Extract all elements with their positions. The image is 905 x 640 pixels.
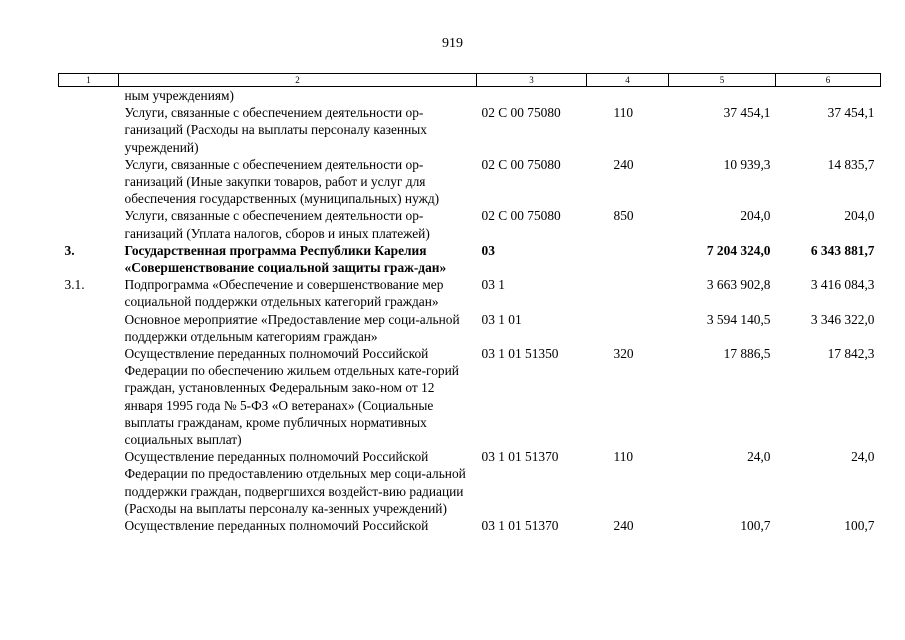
row-number: [59, 104, 119, 156]
amount-year-2: [776, 87, 881, 105]
expense-type-code: [587, 242, 669, 276]
row-number: [59, 517, 119, 534]
amount-year-1: 100,7: [740, 518, 771, 534]
table-row: [59, 517, 881, 534]
amount-year-2: 3 346 322,0: [810, 311, 875, 327]
expense-type-code: [587, 311, 669, 345]
expense-type-code: [587, 87, 669, 105]
row-name: Услуги, связанные с обеспечением деятельности ор-ганизаций (Расходы на выплаты персоналу казенных учреждений): [124, 105, 427, 155]
column-header: 3: [477, 74, 587, 87]
amount-year-1: [669, 87, 776, 105]
row-number: [59, 156, 119, 208]
target-article-code: 02 С 00 75080: [481, 105, 561, 121]
column-header: 6: [776, 74, 881, 87]
amount-year-1: 3 663 902,8: [706, 277, 771, 293]
column-number-header: [59, 74, 881, 87]
amount-year-2: 6 343 881,7: [810, 242, 875, 258]
row-name: Услуги, связанные с обеспечением деятельности ор-ганизаций (Иные закупки товаров, работ и услуг для обеспечения государственных (муниципальных) нужд): [124, 156, 440, 207]
expense-type-code: 110: [613, 449, 634, 465]
target-article-code: 02 С 00 75080: [481, 156, 561, 172]
expense-type-code: 320: [613, 346, 634, 362]
target-article-code: 03 1: [481, 277, 505, 293]
table-row: [59, 207, 881, 241]
amount-year-1: 37 454,1: [723, 105, 771, 121]
row-number: [59, 448, 119, 517]
budget-table: [58, 73, 881, 534]
table-row: [59, 156, 881, 208]
row-number: 3.: [64, 242, 75, 258]
amount-year-2: 100,7: [844, 518, 875, 534]
row-name: Основное мероприятие «Предоставление мер соци-альной поддержки отдельным категориям граждан»: [124, 311, 460, 344]
amount-year-2: 24,0: [851, 449, 875, 465]
target-article-code: 03 1 01 51370: [481, 449, 559, 465]
expense-type-code: [587, 276, 669, 310]
amount-year-1: 10 939,3: [723, 156, 771, 172]
row-name: Подпрограмма «Обеспечение и совершенствование мер социальной поддержки отдельных категорий граждан»: [124, 277, 444, 310]
row-number: 3.1.: [64, 277, 85, 293]
row-name: Услуги, связанные с обеспечением деятельности ор-ганизаций (Уплата налогов, сборов и иных платежей): [124, 208, 430, 241]
column-header: 2: [119, 74, 477, 87]
target-article-code: 03 1 01 51370: [481, 518, 559, 534]
target-article-code: 03: [481, 242, 495, 258]
amount-year-2: 14 835,7: [827, 156, 875, 172]
amount-year-2: 204,0: [844, 208, 875, 224]
column-header: 4: [587, 74, 669, 87]
row-name: Осуществление переданных полномочий Российской: [124, 518, 429, 534]
table-row: [59, 448, 881, 517]
expense-type-code: 240: [613, 156, 634, 172]
row-number: [59, 345, 119, 448]
table-row: [59, 311, 881, 345]
amount-year-1: 24,0: [747, 449, 771, 465]
amount-year-2: 3 416 084,3: [810, 277, 875, 293]
table-row: [59, 276, 881, 310]
expense-type-code: 240: [613, 518, 634, 534]
column-header: 5: [669, 74, 776, 87]
expense-type-code: 110: [613, 105, 634, 121]
expense-type-code: 850: [613, 208, 634, 224]
table-body: [59, 87, 881, 535]
target-article-code: 02 С 00 75080: [481, 208, 561, 224]
amount-year-2: 37 454,1: [827, 105, 875, 121]
target-article-code: 03 1 01 51350: [481, 346, 559, 362]
table-row: [59, 87, 881, 105]
row-name: Государственная программа Республики Карелия «Совершенствование социальной защиты граж-дан»: [124, 242, 447, 276]
amount-year-1: 204,0: [740, 208, 771, 224]
table-row: [59, 242, 881, 276]
amount-year-1: 17 886,5: [723, 346, 771, 362]
amount-year-1: 3 594 140,5: [706, 311, 771, 327]
table-row: [59, 104, 881, 156]
page-number: 919: [442, 36, 463, 51]
target-article-code: [477, 87, 587, 105]
table-row: [59, 345, 881, 448]
row-number: [59, 207, 119, 241]
amount-year-2: 17 842,3: [827, 346, 875, 362]
row-number: [59, 87, 119, 105]
row-number: [59, 311, 119, 345]
row-name: Осуществление переданных полномочий Российской Федерации по обеспечению жильем отдельных кате-горий граждан, установленных Федеральным зако-ном от 12 января 1995 года № 5-ФЗ «О ветеранах» (Социальные выплаты гражданам, кроме публичных нормативных социальных выплат): [124, 346, 459, 448]
amount-year-1: 7 204 324,0: [706, 242, 771, 258]
column-header: 1: [59, 74, 119, 87]
row-name: ным учреждениям): [124, 88, 234, 103]
row-name: Осуществление переданных полномочий Российской Федерации по предоставлению отдельных мер соци-альной поддержки граждан, подвергшихся воздейст-вию радиации (Расходы на выплаты персоналу ка-зенных учреждений): [124, 449, 466, 516]
target-article-code: 03 1 01: [481, 311, 522, 327]
